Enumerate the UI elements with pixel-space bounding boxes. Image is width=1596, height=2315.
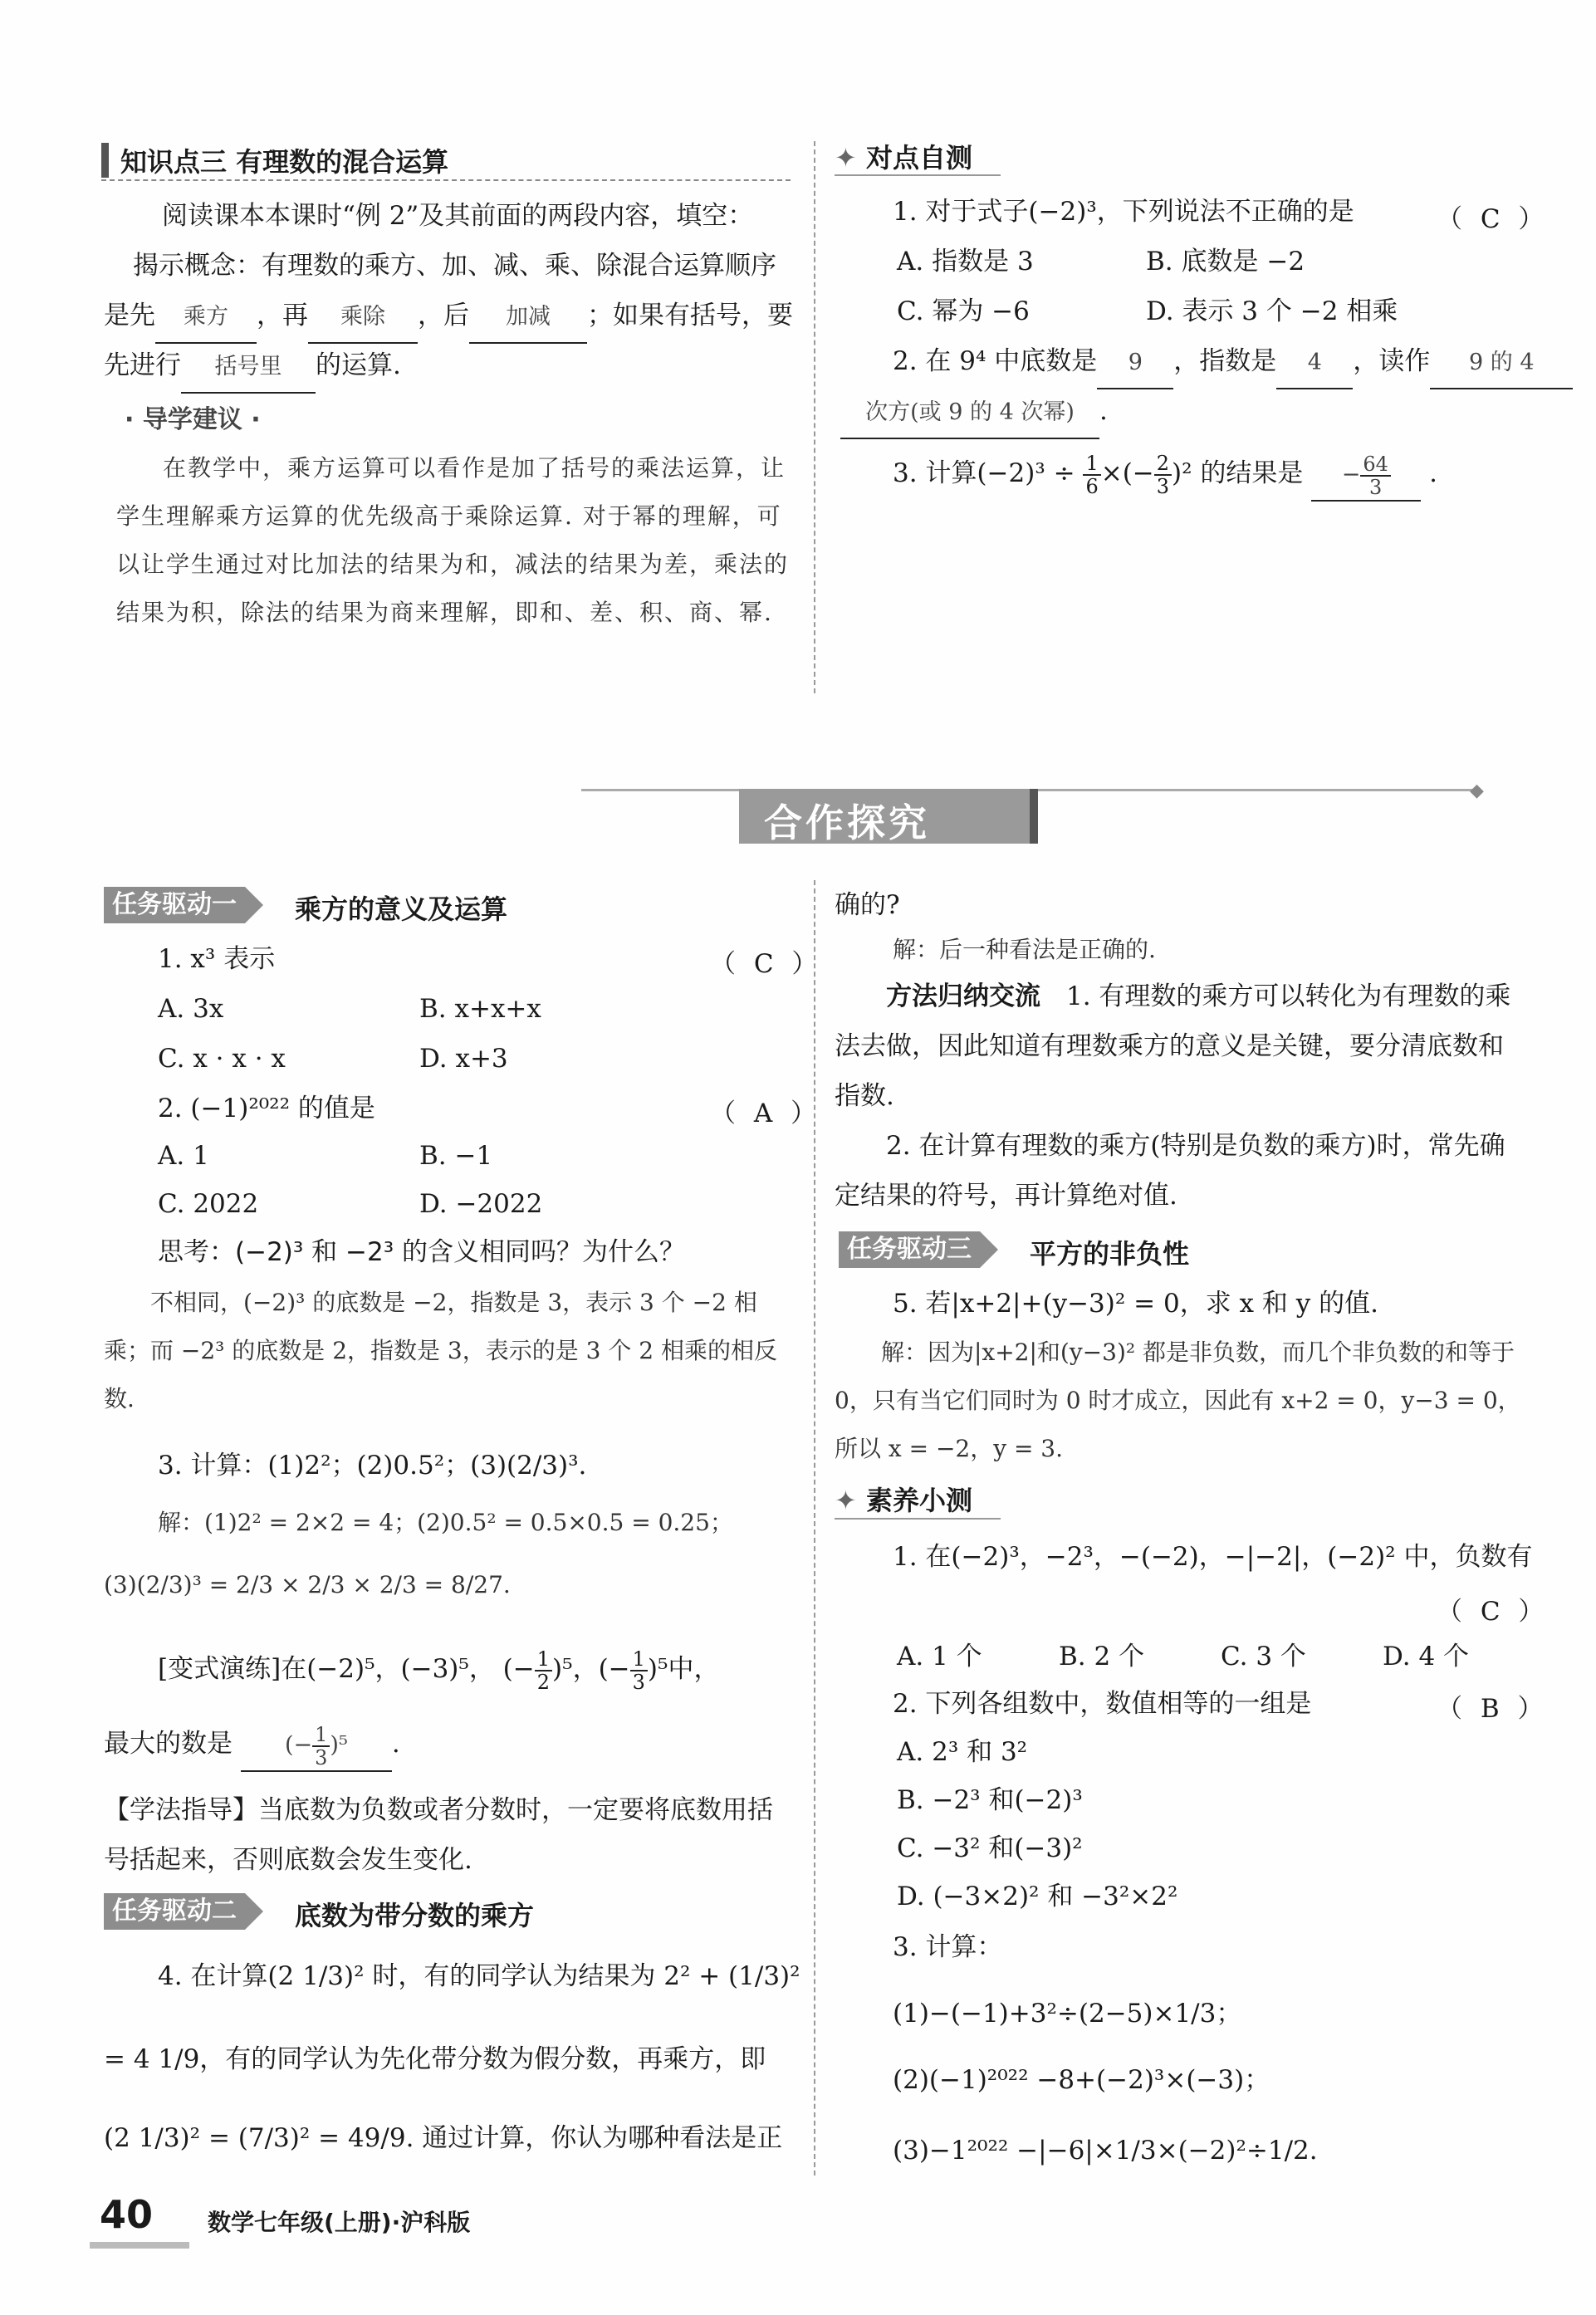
- selftest-underline: [835, 174, 1001, 176]
- book-title: 数学七年级(上册)·沪科版: [208, 2209, 471, 2236]
- t1-q2-D: D. −2022: [419, 1189, 543, 1219]
- st-q2-line2: 次方(或 9 的 4 次幂) .: [840, 386, 1108, 439]
- quiz-q3-1: (1)−(−1)+3²÷(2−5)×1/3；: [893, 1999, 1242, 2029]
- t1-q3-sol2: (3)(2/3)³ = 2/3 × 2/3 × 2/3 = 8/27.: [104, 1571, 511, 1598]
- quiz-q1: 1. 在(−2)³，−2³，−(−2)，−|−2|，(−2)² 中，负数有: [893, 1542, 1533, 1572]
- t2-q4-b: = 4 1/9，有的同学认为先化带分数为假分数，再乘方，即: [104, 2044, 766, 2074]
- t1-tip: 【学法指导】当底数为负数或者分数时，一定要将底数用括号括起来，否则底数会发生变化.: [104, 1795, 773, 1875]
- st-q3: 3. 计算(−2)³ ÷ $\frac{1}{6}$ ×(− $\frac{2}{3}$ )² 的结果是 − $\frac{64}{3}$ .: [893, 448, 1437, 502]
- t1-think: 思考：(−2)³ 和 −2³ 的含义相同吗？为什么？: [158, 1237, 685, 1267]
- banner-diamond-icon: ◆: [1470, 781, 1484, 801]
- t1-q1: 1. x³ 表示: [158, 944, 276, 974]
- t1-q1-A: A. 3x: [158, 994, 224, 1024]
- quiz-q2-D: D. (−3×2)² 和 −3²×2²: [897, 1882, 1178, 1911]
- quiz-q1-D: D. 4 个: [1383, 1642, 1470, 1671]
- t1-variation: [变式演练]在(−2)⁵，(−3)⁵， (− $\frac{1}{2}$ )⁵，(− $\frac{1}{3}$ )⁵中，: [158, 1647, 720, 1694]
- kp3-line3: 是先 乘方 ，再 乘除 ，后 加减 ；如果有括号，要: [104, 291, 793, 344]
- st-q1-B: B. 底数是 −2: [1146, 247, 1305, 277]
- quiz-q2: 2. 下列各组数中，数值相等的一组是: [893, 1689, 1312, 1719]
- t1-q1-answer: （ C ）: [710, 949, 823, 979]
- quiz-q1-C: C. 3 个: [1221, 1642, 1306, 1671]
- diamond-icon: ✦: [835, 142, 857, 174]
- guide-title: · 导学建议 ·: [125, 405, 261, 434]
- st-q1: 1. 对于式子(−2)³，下列说法不正确的是: [893, 197, 1354, 227]
- t1-variation-answer: (− $\frac{1}{3}$ )⁵: [241, 1720, 392, 1772]
- task2-title: 底数为带分数的乘方: [295, 1900, 535, 1931]
- t2-method1: 方法归纳交流 1. 有理数的乘方可以转化为有理数的乘法去做，因此知道有理数乘方的意义是关键，要分清底数和指数.: [835, 981, 1511, 1111]
- kp3-line4: 先进行 括号里 的运算.: [104, 340, 401, 394]
- t3-q5: 5. 若|x+2|+(y−3)² = 0，求 x 和 y 的值.: [893, 1289, 1378, 1319]
- footer-bar: [90, 2242, 189, 2249]
- st-q3-answer: − $\frac{64}{3}$: [1311, 450, 1421, 502]
- t1-q1-C: C. x · x · x: [158, 1044, 286, 1074]
- st-q1-D: D. 表示 3 个 −2 相乘: [1146, 296, 1398, 326]
- t3-sol: 解：因为|x+2|和(y−3)² 都是非负数，而几个非负数的和等于 0，只有当它们同时为 0 时才成立，因此有 x+2 = 0，y−3 = 0，所以 x = −2，y = 3.: [835, 1339, 1521, 1462]
- st-q2-blank-read2: 次方(或 9 的 4 次幂): [840, 388, 1099, 439]
- kp3-line2: 揭示概念：有理数的乘方、加、减、乘、除混合运算顺序: [133, 251, 776, 281]
- guide-text: 在教学中，乘方运算可以看作是加了括号的乘法运算，让学生理解乘方运算的优先级高于乘除运算. 对于幂的理解，可以让学生通过对比加法的结果为和，减法的结果为差，乘法的结果为积，除法的结果为商来理解，即和、差、积、商、幂.: [116, 454, 790, 626]
- quiz-q1-B: B. 2 个: [1059, 1642, 1145, 1671]
- column-divider-bottom: [814, 880, 815, 2176]
- st-q1-answer: （ C ）: [1437, 204, 1549, 234]
- t1-variation-line2: 最大的数是 (− $\frac{1}{3}$ )⁵ .: [104, 1719, 400, 1772]
- blank-3: 加减: [469, 292, 587, 344]
- quiz-q3-2: (2)(−1)²⁰²² −8+(−2)³×(−3)；: [893, 2065, 1270, 2095]
- quiz-q3-3: (3)−1²⁰²² −|−6|×1/3×(−2)²÷1/2.: [893, 2136, 1318, 2166]
- t2-sol: 解：后一种看法是正确的.: [893, 936, 1156, 963]
- t2-q4-c: (2 1/3)² = (7/3)² = 49/9. 通过计算，你认为哪种看法是正: [104, 2123, 783, 2153]
- blank-1: 乘方: [155, 292, 257, 344]
- t1-think-answer: 不相同，(−2)³ 的底数是 −2，指数是 3，表示 3 个 −2 相乘；而 −2³ 的底数是 2，指数是 3，表示的是 3 个 2 相乘的相反数.: [104, 1289, 777, 1412]
- kp3-heading: 知识点三 有理数的混合运算: [120, 146, 449, 178]
- selftest-title: ✦ 对点自测: [835, 142, 972, 174]
- t1-q2-answer: （ A ）: [710, 1099, 822, 1128]
- quiz-underline: [835, 1518, 1001, 1520]
- quiz-q1-A: A. 1 个: [897, 1642, 982, 1671]
- task1-tag: 任务驱动一: [104, 887, 245, 923]
- task3-title: 平方的非负性: [1030, 1238, 1190, 1270]
- t1-q2-B: B. −1: [419, 1141, 493, 1171]
- blank-2: 乘除: [308, 292, 418, 344]
- quiz-q2-C: C. −3² 和(−3)²: [897, 1833, 1083, 1863]
- st-q1-C: C. 幂为 −6: [897, 296, 1030, 326]
- t1-q1-D: D. x+3: [419, 1044, 508, 1074]
- kp3-bar: [101, 143, 109, 178]
- t1-q2-A: A. 1: [158, 1141, 209, 1171]
- quiz-title: ✦ 素养小测: [835, 1485, 972, 1516]
- t1-q1-B: B. x+x+x: [419, 994, 541, 1024]
- t2-q4-d: 确的?: [835, 890, 900, 920]
- st-q2-blank-exp: 4: [1276, 338, 1353, 389]
- t2-method2: 2. 在计算有理数的乘方(特别是负数的乘方)时，常先确定结果的符号，再计算绝对值.: [835, 1131, 1505, 1211]
- t1-q2: 2. (−1)²⁰²² 的值是: [158, 1094, 375, 1123]
- st-q2-blank-base: 9: [1097, 338, 1173, 389]
- t1-q2-C: C. 2022: [158, 1189, 259, 1219]
- task3-tag: 任务驱动三: [839, 1231, 980, 1268]
- t2-q4-a: 4. 在计算(2 1/3)² 时，有的同学认为结果为 2² + (1/3)²: [158, 1961, 800, 1991]
- st-q1-A: A. 指数是 3: [897, 247, 1034, 277]
- quiz-q2-B: B. −2³ 和(−2)³: [897, 1785, 1083, 1815]
- st-q2-blank-read: 9 的 4: [1430, 338, 1573, 389]
- banner-title: 合作探究: [764, 800, 930, 845]
- quiz-q1-answer: （ C ）: [1437, 1597, 1549, 1627]
- task2-tag: 任务驱动二: [104, 1893, 245, 1930]
- banner-bar: [1030, 789, 1038, 844]
- column-divider-top: [814, 141, 815, 693]
- page-number: 40: [100, 2192, 154, 2237]
- quiz-q2-A: A. 2³ 和 3²: [897, 1737, 1028, 1767]
- diamond-icon: ✦: [835, 1485, 857, 1516]
- t1-q3-sol1: 解：(1)2² = 2×2 = 4；(2)0.5² = 0.5×0.5 = 0.25；: [158, 1509, 733, 1536]
- task1-title: 乘方的意义及运算: [295, 893, 508, 925]
- quiz-q2-answer: （ B ）: [1437, 1694, 1549, 1724]
- blank-4: 括号里: [181, 342, 316, 394]
- kp3-underline: [101, 179, 791, 181]
- quiz-q3: 3. 计算：: [893, 1932, 1003, 1962]
- kp3-line1: 阅读课本本课时“例 2”及其前面的两段内容，填空：: [162, 201, 754, 231]
- st-q2-line1: 2. 在 9⁴ 中底数是 9 ，指数是 4 ，读作 9 的 4: [893, 336, 1573, 389]
- t1-q3: 3. 计算：(1)2²；(2)0.5²；(3)(2/3)³.: [158, 1451, 587, 1481]
